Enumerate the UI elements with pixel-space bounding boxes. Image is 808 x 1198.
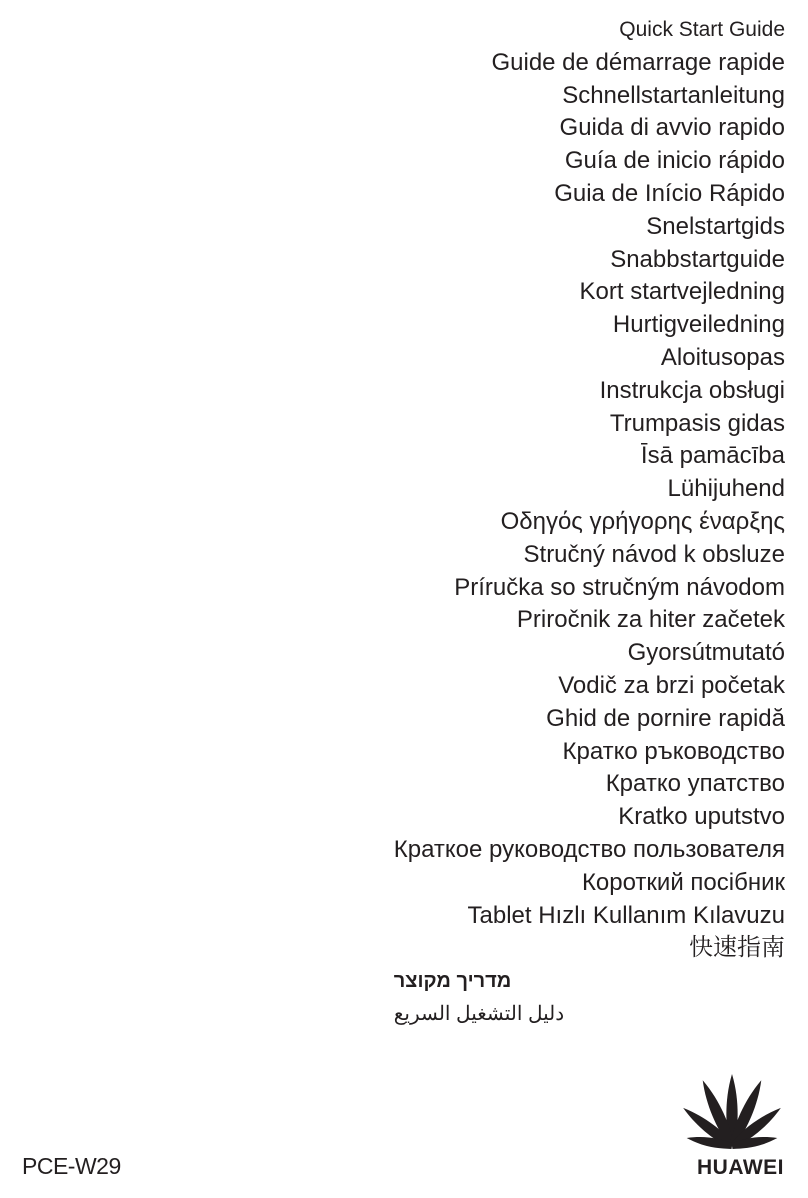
title-french: Guide de démarrage rapide [491,48,785,76]
title-slovak: Príručka so stručným návodom [454,573,785,601]
title-english: Quick Start Guide [619,18,785,41]
guide-title-list [394,14,785,1031]
title-greek: Οδηγός γρήγορης έναρξης [500,507,785,535]
title-macedonian: Кратко упатство [605,770,785,798]
title-bulgarian: Кратко ръководство [562,737,785,765]
title-polish: Instrukcja obsługi [599,376,785,404]
title-italian: Guida di avvio rapido [559,114,785,142]
title-lithuanian: Trumpasis gidas [609,409,785,437]
title-finnish: Aloitusopas [660,343,785,371]
title-serbian: Kratko uputstvo [618,803,785,831]
title-dutch: Snelstartgids [646,212,785,240]
title-slovenian: Priročnik za hiter začetek [516,606,785,634]
title-czech: Stručný návod k obsluze [523,540,785,568]
title-spanish: Guía de inicio rápido [564,147,785,175]
brand-logo [674,1070,784,1180]
title-german: Schnellstartanleitung [562,81,785,109]
brand-name: HUAWEI [697,1156,784,1179]
title-danish: Kort startvejledning [579,278,785,306]
title-latvian: Īsā pamācība [640,442,785,470]
title-croatian: Vodič za brzi početak [558,671,785,699]
title-swedish: Snabbstartguide [610,245,785,273]
title-ukrainian: Короткий посібник [581,868,785,896]
model-number: PCE-W29 [22,1153,121,1179]
title-chinese: 快速指南 [689,934,785,962]
title-hungarian: Gyorsútmutató [627,639,785,667]
title-norwegian: Hurtigveiledning [612,311,785,339]
title-estonian: Lühijuhend [667,475,785,503]
title-romanian: Ghid de pornire rapidă [546,704,785,732]
title-russian: Краткое руководство пользователя [393,835,785,863]
title-turkish: Tablet Hızlı Kullanım Kılavuzu [467,901,785,929]
title-hebrew: מדריך מקוצר [393,970,512,993]
title-arabic: دليل التشغيل السريع [393,1002,565,1025]
title-portuguese: Guia de Início Rápido [554,179,785,207]
